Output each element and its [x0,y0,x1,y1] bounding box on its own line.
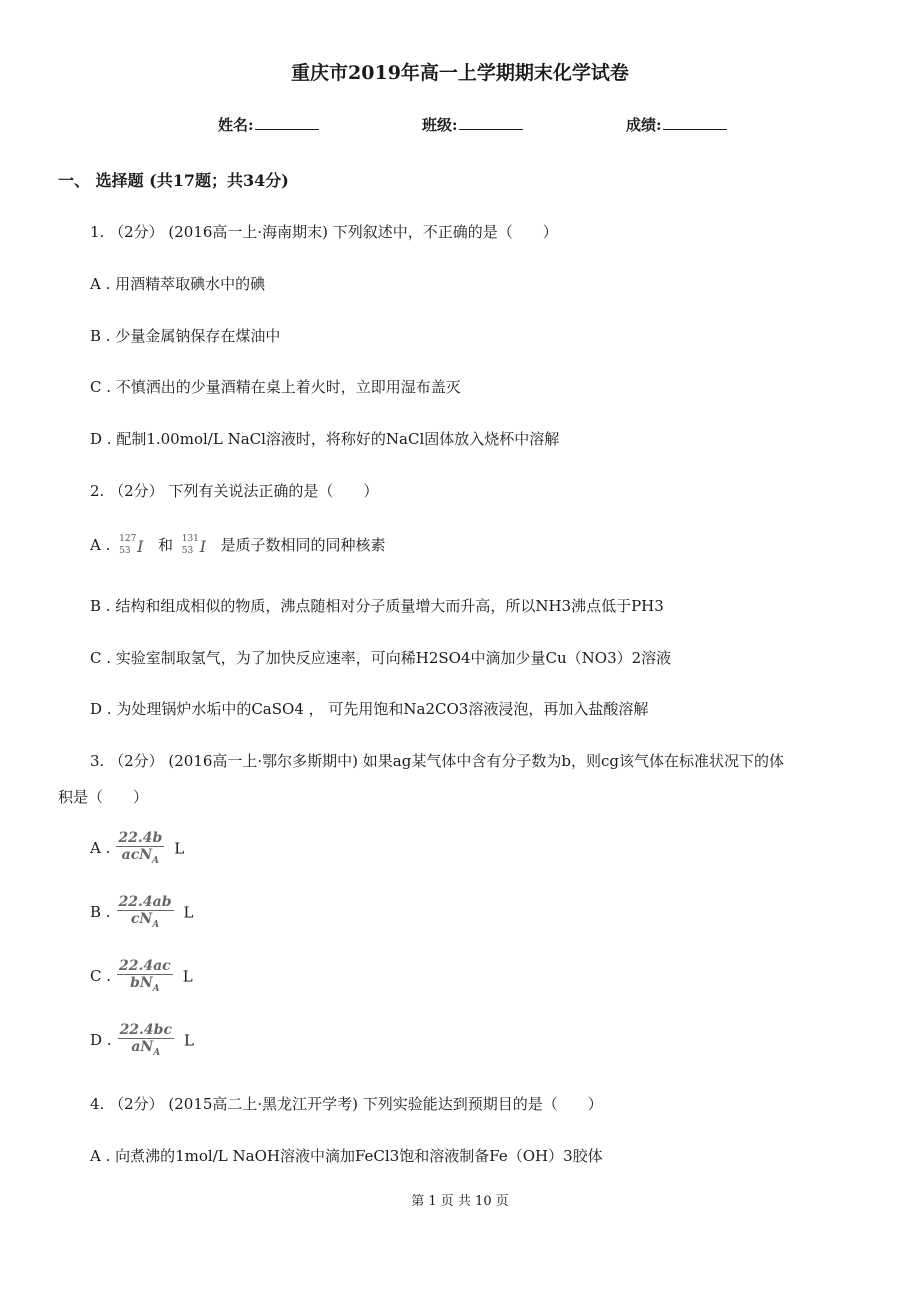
option-label: D . [90,1031,112,1050]
question-3-option-a [90,830,184,869]
question-2-option-b: B . 结构和组成相似的物质，沸点随相对分子质量增大而升高，所以NH3沸点低于PH3 [90,597,664,615]
option-a-suffix: 是质子数相同的同种核素 [220,536,386,554]
isotope-mass-number: 131 [181,534,199,544]
fraction-denominator: $aN_A$ [131,1039,161,1058]
page-footer: 第 1 页 共 10 页 [411,1194,509,1209]
fraction-numerator: 22.4b [118,830,163,846]
fraction-denominator: $cN_A$ [130,911,160,930]
class-label: 班级: [422,116,458,134]
question-4-option-a: A . 向煮沸的1mol/L NaOH溶液中滴加FeCl3饱和溶液制备Fe（OH）3胶体 [90,1147,603,1165]
fraction-formula [117,958,173,997]
section-heading: 一、 选择题 (共17题；共34分) [58,171,289,190]
class-field [422,114,523,135]
option-label: A . [90,839,111,858]
question-3-stem-line-2: 积是（ ） [58,788,149,806]
iodine-131-isotope [182,534,212,558]
iodine-127-isotope [119,534,149,558]
question-1-option-a: A . 用酒精萃取碘水中的碘 [90,275,266,293]
fraction-denominator: $bN_A$ [130,975,160,994]
name-field [218,114,319,135]
class-blank [459,114,523,130]
question-1-option-c: C . 不慎洒出的少量酒精在桌上着火时，立即用湿布盖灭 [90,378,461,396]
isotope-symbol: I [137,537,144,556]
isotope-mass-number: 127 [119,534,137,544]
option-label: C . [90,967,112,986]
unit-label: L [182,967,193,986]
option-label: B . [90,903,111,922]
question-2-option-d: D . 为处理锅炉水垢中的CaSO4 ， 可先用饱和Na2CO3溶液浸泡，再加入盐酸溶解 [90,700,649,718]
score-blank [663,114,727,130]
score-label: 成绩: [626,116,662,134]
name-label: 姓名: [218,116,254,134]
question-1-option-b: B . 少量金属钠保存在煤油中 [90,327,281,345]
page-title: 重庆市2019年高一上学期期末化学试卷 [291,62,629,84]
and-text: 和 [157,536,173,554]
question-3-option-b [90,894,194,933]
question-3-stem-line-1: 3. （2分） (2016高一上·鄂尔多斯期中) 如果ag某气体中含有分子数为b，则cg该气体在标准状况下的体 [90,752,784,770]
isotope-atomic-number: 53 [181,546,194,556]
fraction-numerator: 22.4bc [119,1022,172,1038]
fraction-formula [116,830,164,869]
fraction-numerator: 22.4ab [118,894,172,910]
isotope-symbol: I [199,537,207,556]
question-2-stem: 2. （2分） 下列有关说法正确的是（ ） [90,482,379,500]
question-1-stem: 1. （2分） (2016高一上·海南期末) 下列叙述中，不正确的是（ ） [90,223,558,241]
fraction-formula [118,1022,174,1061]
question-3-option-c [90,958,193,997]
question-1-option-d: D . 配制1.00mol/L NaCl溶液时，将称好的NaCl固体放入烧杯中溶解 [90,430,560,448]
fraction-denominator: acN$_A$ [121,847,160,866]
question-2-option-c: C . 实验室制取氢气，为了加快反应速率，可向稀H2SO4中滴加少量Cu（NO3）2溶液 [90,649,672,667]
option-a-prefix: A . [90,536,111,554]
unit-label: L [183,1031,194,1050]
name-blank [255,114,319,130]
question-3-option-d [90,1022,194,1061]
unit-label: L [174,839,185,858]
score-field [626,114,727,135]
isotope-atomic-number: 53 [119,546,131,556]
fraction-numerator: 22.4ac [119,958,171,974]
fraction-formula [117,894,174,933]
question-2-option-a [90,534,386,558]
question-4-stem: 4. （2分） (2015高二上·黑龙江开学考) 下列实验能达到预期目的是（ ） [90,1095,603,1113]
unit-label: L [183,903,194,922]
